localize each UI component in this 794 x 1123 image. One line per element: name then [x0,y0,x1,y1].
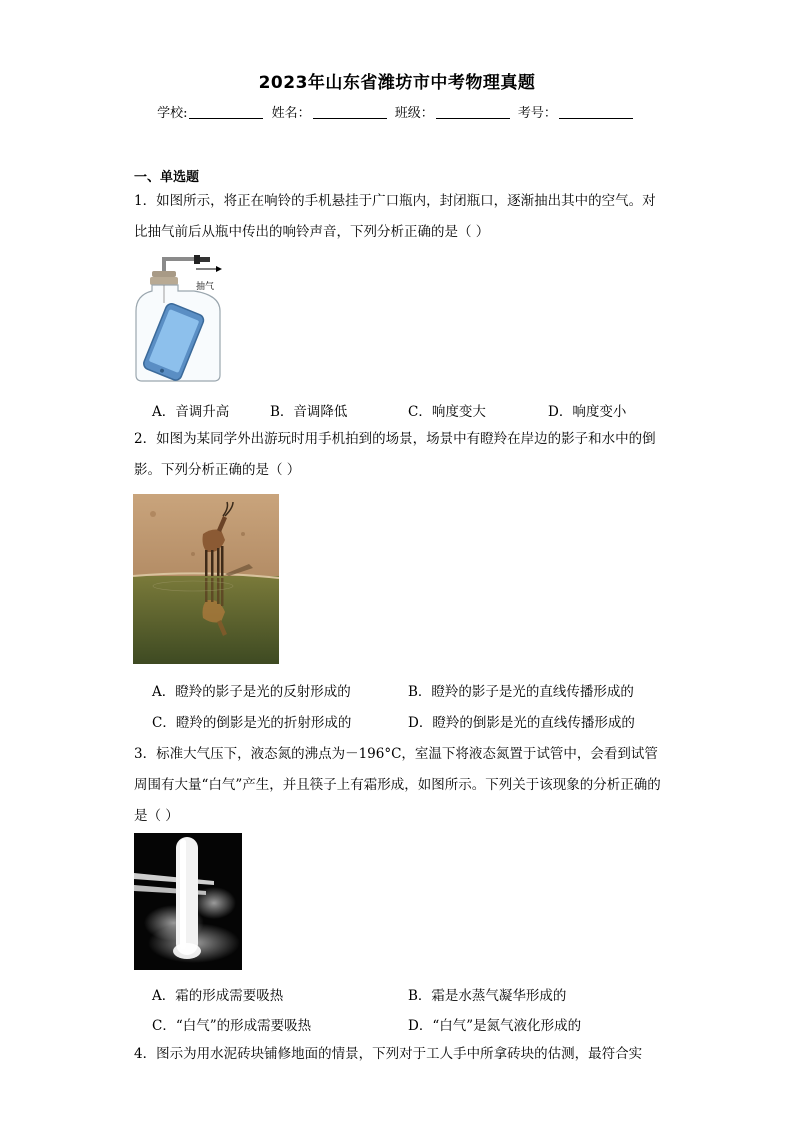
question-3-text: 3．标准大气压下，液态氮的沸点为－196°C，室温下将液态氮置于试管中，会看到试管周围有大量“白气”产生，并且筷子上有霜形成，如图所示。下列关于该现象的分析正确的是（ ） [134,746,661,824]
question-1-option-a[interactable]: A．音调升高 [152,404,230,420]
name-blank[interactable] [313,106,387,119]
liquid-nitrogen-photo [134,833,242,970]
question-3-option-a[interactable]: A．霜的形成需要吸热 [152,988,284,1004]
question-3-option-b[interactable]: B．霜是水蒸气凝华形成的 [408,988,567,1004]
question-1-text: 1．如图所示，将正在响铃的手机悬挂于广口瓶内，封闭瓶口，逐渐抽出其中的空气。对比抽气前后从瓶中传出的响铃声音，下列分析正确的是（ ） [134,193,656,240]
exam-number-label: 考号： [517,106,557,121]
question-3-option-d[interactable]: D．“白气”是氮气液化形成的 [408,1018,582,1034]
name-field [272,102,391,121]
question-3-option-c[interactable]: C．“白气”的形成需要吸热 [152,1018,312,1034]
exam-number-field [518,102,637,121]
question-2-text: 2．如图为某同学外出游玩时用手机拍到的场景，场景中有瞪羚在岸边的影子和水中的倒影。下列分析正确的是（ ） [134,431,656,478]
question-2-option-d[interactable]: D．瞪羚的倒影是光的直线传播形成的 [408,715,635,731]
name-label: 姓名： [271,106,311,121]
question-2-option-b[interactable]: B．瞪羚的影子是光的直线传播形成的 [408,684,634,700]
question-4-text: 4．图示为用水泥砖块铺修地面的情景，下列对于工人手中所拿砖块的估测，最符合实 [134,1046,643,1062]
school-field [157,102,267,121]
gazelle-photo [133,494,279,664]
class-label: 班级： [394,106,434,121]
question-1-option-d[interactable]: D．响度变小 [548,404,627,420]
page-title: 2023年山东省潍坊市中考物理真题 [258,73,536,93]
pump-label: 抽气 [196,282,215,292]
question-1-option-b[interactable]: B．音调降低 [270,404,348,420]
bottle-phone-figure [134,255,224,383]
question-2-option-c[interactable]: C．瞪羚的倒影是光的折射形成的 [152,715,352,731]
class-blank[interactable] [436,106,510,119]
school-label: 学校: [157,106,188,121]
question-1-option-c[interactable]: C．响度变大 [408,404,486,420]
exam-number-blank[interactable] [559,106,633,119]
question-2-option-a[interactable]: A．瞪羚的影子是光的反射形成的 [152,684,351,700]
student-info-line [0,102,794,121]
section-heading: 一、单选题 [134,170,200,185]
class-field [395,102,514,121]
school-blank[interactable] [189,106,263,119]
